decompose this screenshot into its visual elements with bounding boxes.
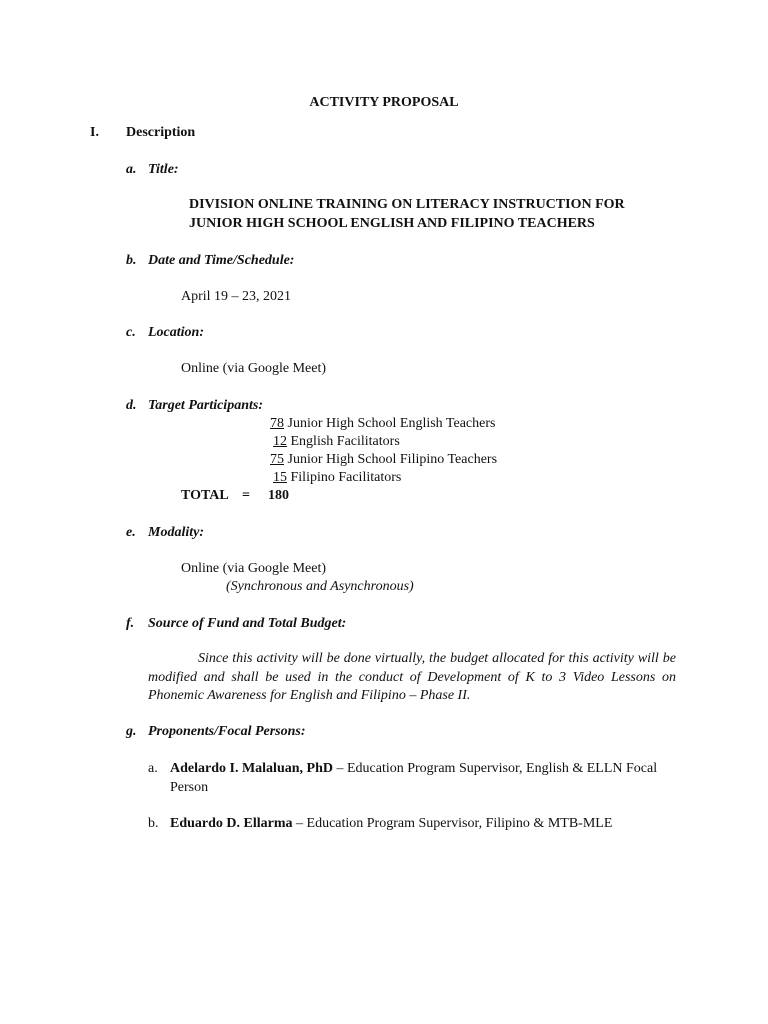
participant-description: Junior High School Filipino Teachers	[287, 452, 498, 467]
item-f-letter: f.	[126, 616, 135, 631]
participant-count: 15	[273, 470, 287, 485]
item-f-label: Source of Fund and Total Budget:	[148, 616, 347, 631]
participant-count: 75	[270, 452, 284, 467]
item-a-label: Title:	[148, 162, 179, 177]
participant-row	[270, 469, 401, 487]
participant-description: Filipino Facilitators	[290, 470, 402, 485]
total-equals: =	[242, 488, 250, 503]
section-heading: Description	[126, 125, 196, 140]
proponent-role: – Education Program Supervisor, English & ELLN Focal Person	[170, 761, 658, 795]
item-e-label: Modality:	[148, 525, 204, 540]
participant-row	[270, 433, 400, 451]
proponent-name: Eduardo D. Ellarma	[170, 816, 293, 831]
section-number: I.	[90, 125, 99, 140]
proponent-entry	[170, 815, 680, 834]
participant-description: Junior High School English Teachers	[287, 416, 496, 431]
participant-count: 12	[273, 434, 287, 449]
item-g-label: Proponents/Focal Persons:	[148, 724, 306, 739]
item-c-letter: c.	[126, 325, 136, 340]
proponent-letter: b.	[148, 816, 159, 831]
item-c-label: Location:	[148, 325, 204, 340]
location-value: Online (via Google Meet)	[181, 361, 327, 376]
document-title: ACTIVITY PROPOSAL	[309, 95, 459, 110]
participant-row	[270, 451, 497, 469]
participant-row	[270, 415, 495, 433]
participant-count: 78	[270, 416, 284, 431]
activity-title-line-2: JUNIOR HIGH SCHOOL ENGLISH AND FILIPINO TEACHERS	[189, 216, 595, 231]
total-label: TOTAL	[181, 488, 229, 503]
activity-title-line-1: DIVISION ONLINE TRAINING ON LITERACY INSTRUCTION FOR	[189, 197, 625, 212]
item-b-letter: b.	[126, 253, 137, 268]
item-e-letter: e.	[126, 525, 136, 540]
modality-value: Online (via Google Meet)	[181, 561, 327, 576]
proponent-role: – Education Program Supervisor, Filipino & MTB-MLE	[292, 816, 613, 831]
item-g-letter: g.	[126, 724, 137, 739]
proponent-letter: a.	[148, 761, 158, 776]
item-d-label: Target Participants:	[148, 398, 263, 413]
participant-description: English Facilitators	[290, 434, 400, 449]
item-b-label: Date and Time/Schedule:	[148, 253, 295, 268]
modality-subvalue: (Synchronous and Asynchronous)	[226, 579, 414, 594]
item-d-letter: d.	[126, 398, 137, 413]
total-value: 180	[268, 488, 289, 503]
proponent-entry	[170, 760, 680, 797]
schedule-value: April 19 – 23, 2021	[181, 289, 292, 304]
item-a-letter: a.	[126, 162, 137, 177]
proponent-name: Adelardo I. Malaluan, PhD	[170, 761, 333, 776]
budget-paragraph: Since this activity will be done virtually, the budget allocated for this activity will be modified and shall be used in the conduct of Development of K to 3 Video Lessons on Phonemic Awareness for English and Filipino – Phase II.	[148, 651, 676, 703]
